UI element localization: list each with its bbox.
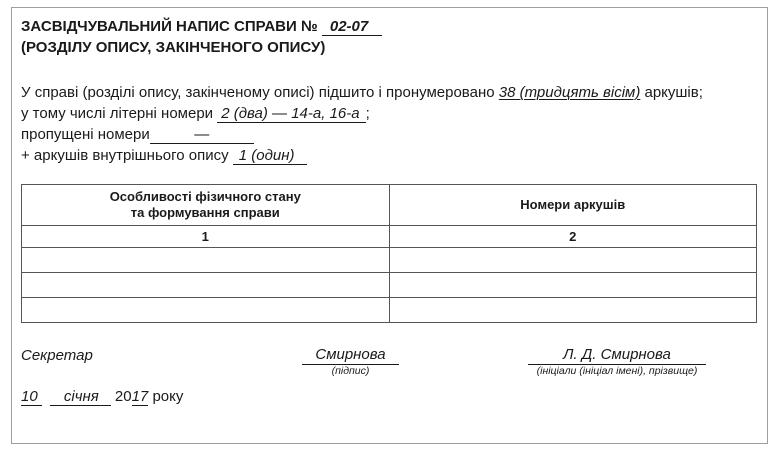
table-header-cell: Номери аркушів (389, 185, 756, 226)
date-year-prefix: 20 (114, 388, 132, 405)
body-line-4-prefix: + аркушів внутрішнього опису (21, 147, 229, 164)
body-line-1 (21, 82, 703, 103)
date-month: січня (50, 388, 111, 406)
table-header-row (22, 185, 757, 226)
body-line-4 (21, 145, 307, 166)
title-prefix: ЗАСВІДЧУВАЛЬНИЙ НАПИС СПРАВИ № (21, 18, 318, 35)
document-title (21, 17, 382, 37)
table-number-cell: 1 (22, 226, 390, 248)
date-line (21, 386, 183, 407)
letter-numbers: 2 (два) — 14-а, 16-а (217, 105, 365, 123)
body-line-1-suffix: аркушів; (644, 84, 703, 101)
position-title: Секретар (21, 347, 93, 364)
case-number: 02-07 (322, 18, 382, 36)
table-number-cell: 2 (389, 226, 756, 248)
body-line-2 (21, 103, 370, 124)
date-word: року (152, 388, 184, 405)
sheets-count: 38 (тридцять вісім) (498, 84, 641, 101)
body-line-2-suffix: ; (365, 105, 370, 122)
name-value: Л. Д. Смирнова (528, 346, 706, 365)
signature-value: Смирнова (302, 346, 399, 365)
internal-inventory: 1 (один) (233, 147, 307, 165)
name-caption: (ініціали (ініціал імені), прізвище) (536, 365, 698, 377)
table-number-row (22, 226, 757, 248)
table-header-cell: Особливості фізичного стану та формування справи (22, 185, 390, 226)
date-year-suffix: 17 (131, 388, 149, 405)
signature-caption: (підпис) (331, 365, 370, 377)
body-line-3-prefix: пропущені номери (21, 126, 150, 143)
body-line-1-prefix: У справі (розділі опису, закінченому описі) підшито і пронумеровано (21, 84, 495, 101)
body-line-2-prefix: у тому числі літерні номери (21, 105, 214, 122)
table-row (22, 273, 757, 298)
body-line-3 (21, 124, 254, 145)
document-subtitle: (РОЗДІЛУ ОПИСУ, ЗАКІНЧЕНОГО ОПИСУ) (21, 39, 326, 56)
table-row (22, 298, 757, 323)
physical-state-table (21, 184, 757, 323)
table-row (22, 248, 757, 273)
date-day: 10 (21, 388, 42, 406)
missing-numbers: — (150, 126, 254, 144)
